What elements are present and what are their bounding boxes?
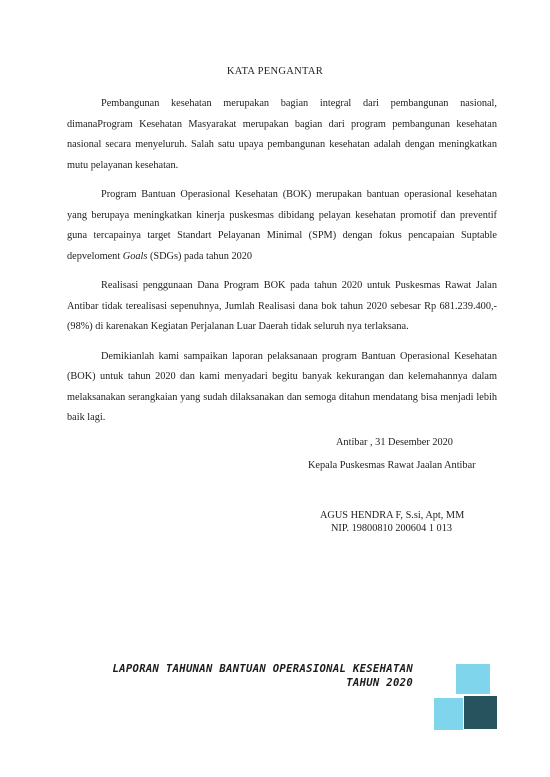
- paragraph-2-text-b: (SDGs) pada tahun 2020: [147, 250, 253, 262]
- footer-report-year: TAHUN 2020: [346, 677, 413, 689]
- decor-square-left: [434, 698, 463, 730]
- decor-square-dark: [464, 696, 497, 729]
- paragraph-4: Demikianlah kami sampaikan laporan pelaksanaan program Bantuan Operasional Kesehatan (BOK) untuk tahun 2020 dan kami menyadari begitu banyak kekurangan dan kelemahannya dalam melaksanakan serangkaian yang sudah dilaksanakan dan semoga ditahun mendatang bisa menjadi lebih baik lagi.: [67, 350, 497, 423]
- paragraph-1: Pembangunan kesehatan merupakan bagian integral dari pembangunan nasional, dimanaProgram Kesehatan Masyarakat merupakan bagian dari program pembangunan kesehatan nasional secara menyeluruh. Salah satu upaya pembangunan kesehatan adalah dengan meningkatkan mutu pelayanan kesehatan.: [67, 98, 497, 171]
- signature-nip: NIP. 19800810 200604 1 013: [331, 523, 452, 534]
- body-text: [67, 94, 497, 438]
- signature-name: AGUS HENDRA F, S.si, Apt, MM: [320, 510, 465, 521]
- footer-report-title: LAPORAN TAHUNAN BANTUAN OPERASIONAL KESEHATAN: [112, 663, 413, 675]
- paragraph-3: Realisasi penggunaan Dana Program BOK pada tahun 2020 untuk Puskesmas Rawat Jalan Antibar tidak terealisasi sepenuhnya, Jumlah Realisasi dana bok tahun 2020 sebesar Rp 681.239.400,- (98%) di karenakan Kegiatan Perjalanan Luar Daerah tidak seluruh nya terlaksana.: [67, 280, 497, 332]
- paragraph-2-text-a: Program Bantuan Operasional Kesehatan (BOK) merupakan bantuan operasional kesehatan yang berupaya meningkatkan kinerja puskesmas dibidang pelayan kesehatan promotif dan preventif guna tercapainya target Standart Pelayanan Minimal (SPM) dengan fokus pencapaian Suptable depveloment: [67, 189, 497, 262]
- decor-square-top: [456, 664, 490, 694]
- paragraph-2: [67, 185, 497, 267]
- signature-position: Kepala Puskesmas Rawat Jaalan Antibar: [308, 460, 476, 471]
- signature-place-date: Antibar , 31 Desember 2020: [336, 437, 453, 448]
- paragraph-2-goals-italic: Goals: [122, 250, 148, 262]
- page-title: KATA PENGANTAR: [226, 66, 324, 77]
